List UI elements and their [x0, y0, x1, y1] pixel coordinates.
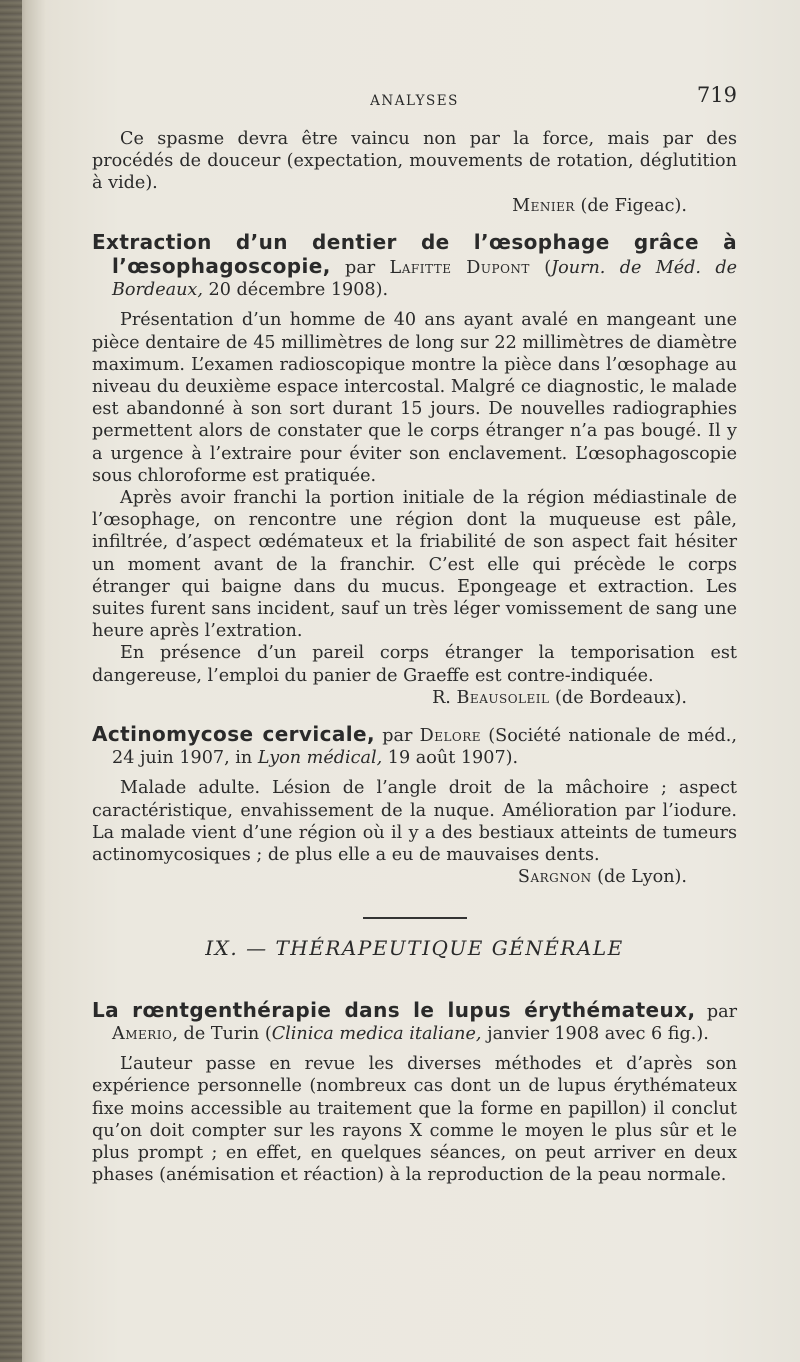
article-paragraph: En présence d’un pareil corps étranger la temporisation est dangereuse, l’emploi du panier de Graeffe est contre-indiquée. — [92, 643, 737, 686]
page-content — [92, 80, 737, 1186]
article-heading-roentgen: La rœntgenthérapie dans le lupus érythémateux, par Amerio, de Turin (Clinica medica italiane, janvier 1908 avec 6 fig.). — [92, 997, 737, 1044]
book-binding-edge — [0, 0, 22, 1362]
continued-paragraph-text: Ce spasme devra être vaincu non par la force, mais par des procédés de douceur (expectation, mouvements de rotation, déglutition à vide). — [92, 129, 737, 194]
signature-place: (de Lyon). — [591, 867, 687, 888]
article-journal: Journ. de Méd. de Bordeaux, — [112, 258, 737, 301]
article-title: Actinomycose cervicale, — [92, 722, 375, 747]
article-paragraph: Après avoir franchi la portion initiale de la région médiastinale de l’œsophage, on rencontre une région dont la muqueuse est pâle, infiltrée, d’aspect œdémateux et la friabilité de son aspect fait hésiter un moment avant de la franchir. C’est elle qui précède le corps étranger qui baigne dans du mucus. Epongeage et extraction. Les suites furent sans incident, sauf un très léger vomissement de sang une heure après l’extration. — [92, 488, 737, 642]
section-divider — [363, 917, 467, 919]
article-title: La rœntgenthérapie dans le lupus érythémateux, — [92, 997, 696, 1022]
article-heading-extraction: Extraction d’un dentier de l’œsophage grâce à l’œsophagoscopie, par Lafitte Dupont (Journ. de Méd. de Bordeaux, 20 décembre 1908). — [92, 229, 737, 301]
article-author: Amerio — [112, 1023, 173, 1044]
signature-name: Menier — [512, 195, 575, 216]
article-heading-actinomycose: Actinomycose cervicale, par Delore (Société nationale de méd., 24 juin 1907, in Lyon médical, 19 août 1907). — [92, 722, 737, 769]
article-journal: Lyon médical, — [257, 748, 383, 769]
article-author: Lafitte Dupont — [389, 258, 530, 279]
signature-name: Beausoleil — [456, 687, 550, 708]
article-author: Delore — [419, 726, 482, 747]
page-number: 719 — [696, 83, 737, 107]
article-title: Extraction d’un dentier de l’œsophage grâce à l’œsophagoscopie, — [92, 229, 737, 279]
signature-menier — [92, 195, 737, 217]
article-paragraph: L’auteur passe en revue les diverses méthodes et d’après son expérience personnelle (nombreux cas dont un de lupus érythémateux fixe moins accessible au traitement que la forme en papillon) il conclut qu’on doit compter sur les rayons X comme le moyen le plus sûr et le plus prompt ; en effet, en quelques séances, on peut arriver en deux phases (anémisation et réaction) à la reproduction de la peau normale. — [92, 1054, 737, 1186]
section-title: IX. — THÉRAPEUTIQUE GÉNÉRALE — [205, 935, 624, 960]
signature-place: (de Figeac). — [574, 195, 687, 216]
signature-place: (de Bordeaux). — [549, 687, 687, 708]
running-head — [92, 80, 737, 120]
signature-name: Sargnon — [517, 867, 592, 888]
signature-beausoleil: R. Beausoleil (de Bordeaux). — [432, 687, 687, 708]
article-journal: Clinica medica italiane, — [271, 1023, 482, 1044]
article-paragraph: Présentation d’un homme de 40 ans ayant avalé en mangeant une pièce dentaire de 45 millimètres de long sur 22 millimètres de diamètre maximum. L’examen radioscopique montre la pièce dans l’œsophage au niveau du deuxième espace intercostal. Malgré ce diagnostic, le malade est abandonné à son sort durant 15 jours. De nouvelles radiographies permettent alors de constater que le corps étranger n’a pas bougé. Il y a urgence à l’extraire pour éviter son enclavement. L’œsophagoscopie sous chloroforme est pratiquée. — [92, 310, 737, 486]
article-paragraph: Malade adulte. Lésion de l’angle droit de la mâchoire ; aspect caractéristique, envahissement de la nuque. Amélioration par l’iodure. La malade vient d’une région où il y a des bestiaux atteints de tumeurs actinomycosiques ; de plus elle a eu de mauvaises dents. — [92, 778, 737, 866]
signature-sargnon — [92, 866, 737, 888]
continued-paragraph — [92, 128, 737, 195]
running-title: ANALYSES — [370, 93, 459, 109]
